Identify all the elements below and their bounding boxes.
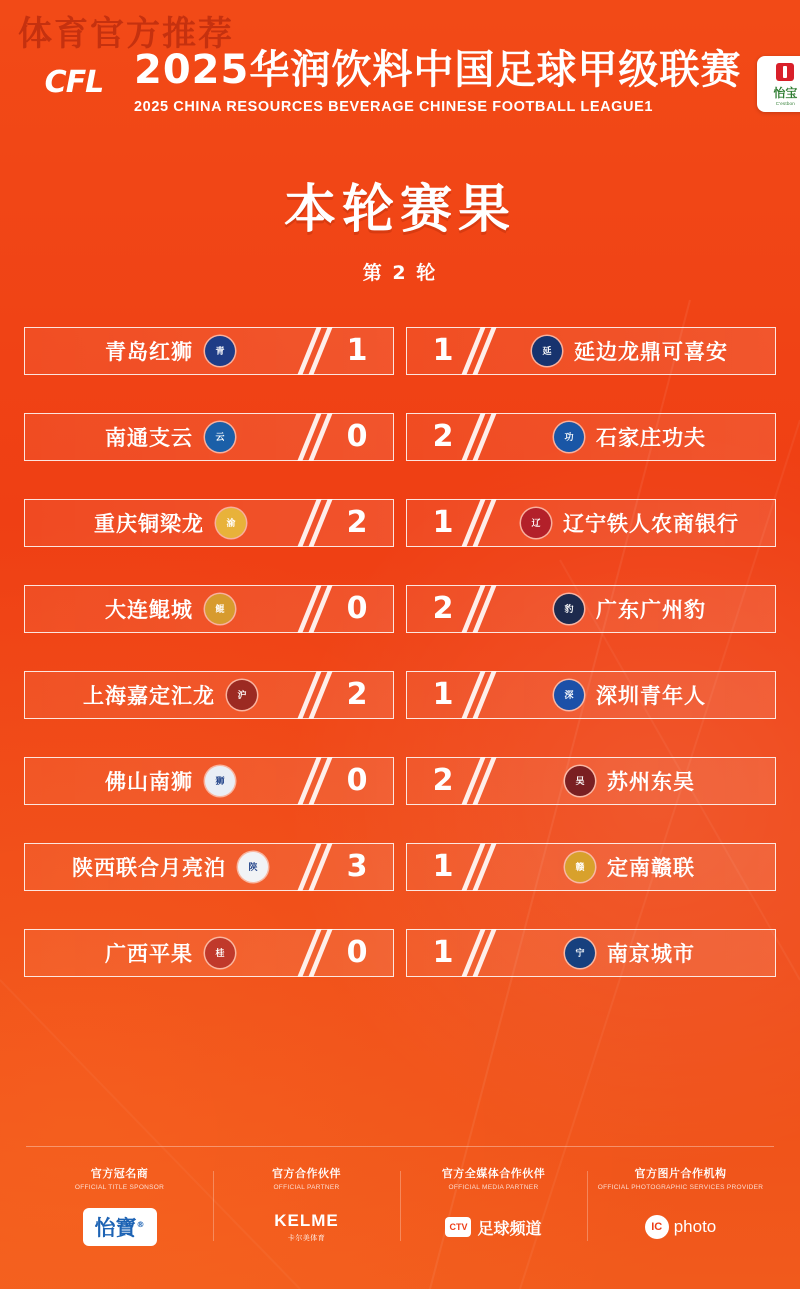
partner-logo — [593, 1207, 768, 1247]
away-team — [551, 852, 709, 882]
home-team-crest-icon: 沪 — [227, 680, 257, 710]
away-team — [518, 336, 742, 366]
partner-item — [213, 1165, 400, 1247]
partner-label-cn: 官方图片合作机构 — [634, 1167, 727, 1180]
partner-label-en: OFFICIAL PHOTOGRAPHIC SERVICES PROVIDER — [597, 1184, 764, 1191]
away-score: 1 — [432, 505, 454, 541]
watermark-text: 体育官方推荐 — [18, 14, 234, 54]
away-side — [406, 327, 776, 375]
home-side — [24, 757, 394, 805]
footer — [0, 1146, 800, 1247]
home-score: 2 — [346, 505, 368, 541]
home-team-name: 南通支云 — [105, 425, 193, 450]
home-team-name: 上海嘉定汇龙 — [83, 683, 215, 708]
away-team-name: 定南赣联 — [607, 855, 695, 880]
score-separator — [394, 327, 406, 375]
home-team — [91, 938, 249, 968]
away-side — [406, 757, 776, 805]
home-team-crest-icon: 狮 — [205, 766, 235, 796]
match-row — [24, 499, 776, 547]
away-team — [551, 938, 709, 968]
score-separator — [394, 499, 406, 547]
away-side — [406, 929, 776, 977]
match-row — [24, 929, 776, 977]
partner-logo — [219, 1207, 394, 1247]
home-score: 0 — [346, 419, 368, 455]
away-slash-icon — [469, 413, 495, 461]
sponsor-badge — [757, 56, 800, 112]
score-separator — [394, 929, 406, 977]
home-team-crest-icon: 青 — [205, 336, 235, 366]
partner-label-cn: 官方全媒体合作伙伴 — [441, 1167, 546, 1180]
home-side — [24, 413, 394, 461]
partner-item — [400, 1165, 587, 1247]
match-list — [0, 327, 800, 977]
home-slash-icon — [305, 929, 331, 977]
away-side — [406, 843, 776, 891]
away-slash-icon — [469, 929, 495, 977]
away-side — [406, 499, 776, 547]
away-team-crest-icon: 宁 — [565, 938, 595, 968]
sponsor-sub: C'estbon — [775, 100, 795, 106]
match-row — [24, 413, 776, 461]
kelme-logo-icon: KELME 卡尔美体育 — [274, 1211, 339, 1242]
score-separator — [394, 585, 406, 633]
away-team-name: 苏州东吴 — [607, 769, 695, 794]
away-score: 1 — [432, 677, 454, 713]
footer-divider — [26, 1146, 774, 1147]
home-team — [69, 680, 271, 710]
away-slash-icon — [469, 671, 495, 719]
league-title-en: 2025 CHINA RESOURCES BEVERAGE CHINESE FOOTBALL LEAGUE1 — [134, 98, 654, 115]
home-team-name: 广西平果 — [105, 941, 193, 966]
score-separator — [394, 413, 406, 461]
icphoto-logo-icon: IC photo — [645, 1215, 717, 1239]
home-side — [24, 843, 394, 891]
home-slash-icon — [305, 585, 331, 633]
home-side — [24, 929, 394, 977]
away-slash-icon — [469, 585, 495, 633]
home-team-crest-icon: 鲲 — [205, 594, 235, 624]
away-team-name: 石家庄功夫 — [596, 425, 706, 450]
away-side — [406, 671, 776, 719]
home-score: 0 — [346, 935, 368, 971]
away-score: 2 — [432, 419, 454, 455]
score-separator — [394, 757, 406, 805]
partner-item — [587, 1165, 774, 1247]
cfl-logo-icon — [30, 54, 118, 112]
home-score: 0 — [346, 591, 368, 627]
away-slash-icon — [469, 843, 495, 891]
page-header — [0, 0, 800, 115]
away-team-crest-icon: 赣 — [565, 852, 595, 882]
away-slash-icon — [469, 757, 495, 805]
partner-item — [26, 1165, 213, 1247]
away-team-crest-icon: 吴 — [565, 766, 595, 796]
home-team — [91, 594, 249, 624]
home-slash-icon — [305, 327, 331, 375]
away-team-crest-icon: 豹 — [554, 594, 584, 624]
partner-label-cn: 官方合作伙伴 — [272, 1167, 341, 1180]
home-slash-icon — [305, 413, 331, 461]
page-title: 本轮赛果 — [283, 179, 516, 240]
score-separator — [394, 671, 406, 719]
away-team-crest-icon: 深 — [554, 680, 584, 710]
partner-label-cn: 官方冠名商 — [90, 1167, 149, 1180]
home-slash-icon — [305, 499, 331, 547]
home-team-crest-icon: 云 — [205, 422, 235, 452]
cfl-logo-label: CFL — [44, 65, 104, 100]
home-team — [58, 852, 282, 882]
ctv-logo-icon: CTV 足球频道 — [445, 1216, 541, 1239]
away-team — [540, 594, 720, 624]
home-side — [24, 499, 394, 547]
home-slash-icon — [305, 843, 331, 891]
home-team-name: 重庆铜梁龙 — [94, 511, 204, 536]
league-title-cn: 2025华润饮料中国足球甲级联赛 — [134, 47, 742, 93]
home-score: 0 — [346, 763, 368, 799]
home-team — [80, 508, 260, 538]
away-side — [406, 413, 776, 461]
away-score: 1 — [432, 935, 454, 971]
away-score: 1 — [432, 849, 454, 885]
home-team-name: 大连鲲城 — [105, 597, 193, 622]
partner-label-en: OFFICIAL TITLE SPONSOR — [74, 1184, 165, 1191]
away-team — [540, 680, 720, 710]
score-separator — [394, 843, 406, 891]
home-side — [24, 671, 394, 719]
partner-label-en: OFFICIAL PARTNER — [273, 1184, 340, 1191]
away-score: 2 — [432, 763, 454, 799]
away-team-crest-icon: 延 — [532, 336, 562, 366]
home-team-name: 青岛红狮 — [105, 339, 193, 364]
match-row — [24, 757, 776, 805]
round-label: 第 2 轮 — [362, 261, 438, 284]
yibao-logo-icon: 怡寶® — [83, 1208, 157, 1246]
match-row — [24, 585, 776, 633]
away-side — [406, 585, 776, 633]
home-team-name: 陕西联合月亮泊 — [72, 855, 226, 880]
home-team — [91, 422, 249, 452]
home-team-crest-icon: 陕 — [238, 852, 268, 882]
match-row — [24, 843, 776, 891]
away-team — [551, 766, 709, 796]
partner-logo — [32, 1207, 207, 1247]
away-team-name: 广东广州豹 — [596, 597, 706, 622]
home-score: 3 — [346, 849, 368, 885]
away-team-name: 延边龙鼎可喜安 — [574, 339, 728, 364]
away-slash-icon — [469, 499, 495, 547]
sponsor-name: 怡宝 — [773, 85, 798, 100]
partner-label-en: OFFICIAL MEDIA PARTNER — [448, 1184, 539, 1191]
away-team — [540, 422, 720, 452]
away-team-name: 辽宁铁人农商银行 — [563, 511, 739, 536]
partner-list — [26, 1165, 774, 1247]
home-score: 2 — [346, 677, 368, 713]
away-slash-icon — [469, 327, 495, 375]
away-team-name: 深圳青年人 — [596, 683, 706, 708]
league-title-block — [134, 48, 741, 115]
away-team — [507, 508, 753, 538]
match-row — [24, 671, 776, 719]
home-side — [24, 327, 394, 375]
away-team-crest-icon: 辽 — [521, 508, 551, 538]
home-slash-icon — [305, 671, 331, 719]
home-side — [24, 585, 394, 633]
home-team-crest-icon: 桂 — [205, 938, 235, 968]
match-row — [24, 327, 776, 375]
home-score: 1 — [346, 333, 368, 369]
away-score: 1 — [432, 333, 454, 369]
home-team — [91, 766, 249, 796]
home-team-crest-icon: 渝 — [216, 508, 246, 538]
home-slash-icon — [305, 757, 331, 805]
home-team-name: 佛山南狮 — [105, 769, 193, 794]
away-team-crest-icon: 功 — [554, 422, 584, 452]
away-score: 2 — [432, 591, 454, 627]
home-team — [91, 336, 249, 366]
partner-logo — [406, 1207, 581, 1247]
away-team-name: 南京城市 — [607, 941, 695, 966]
sponsor-mark-icon — [776, 63, 794, 81]
